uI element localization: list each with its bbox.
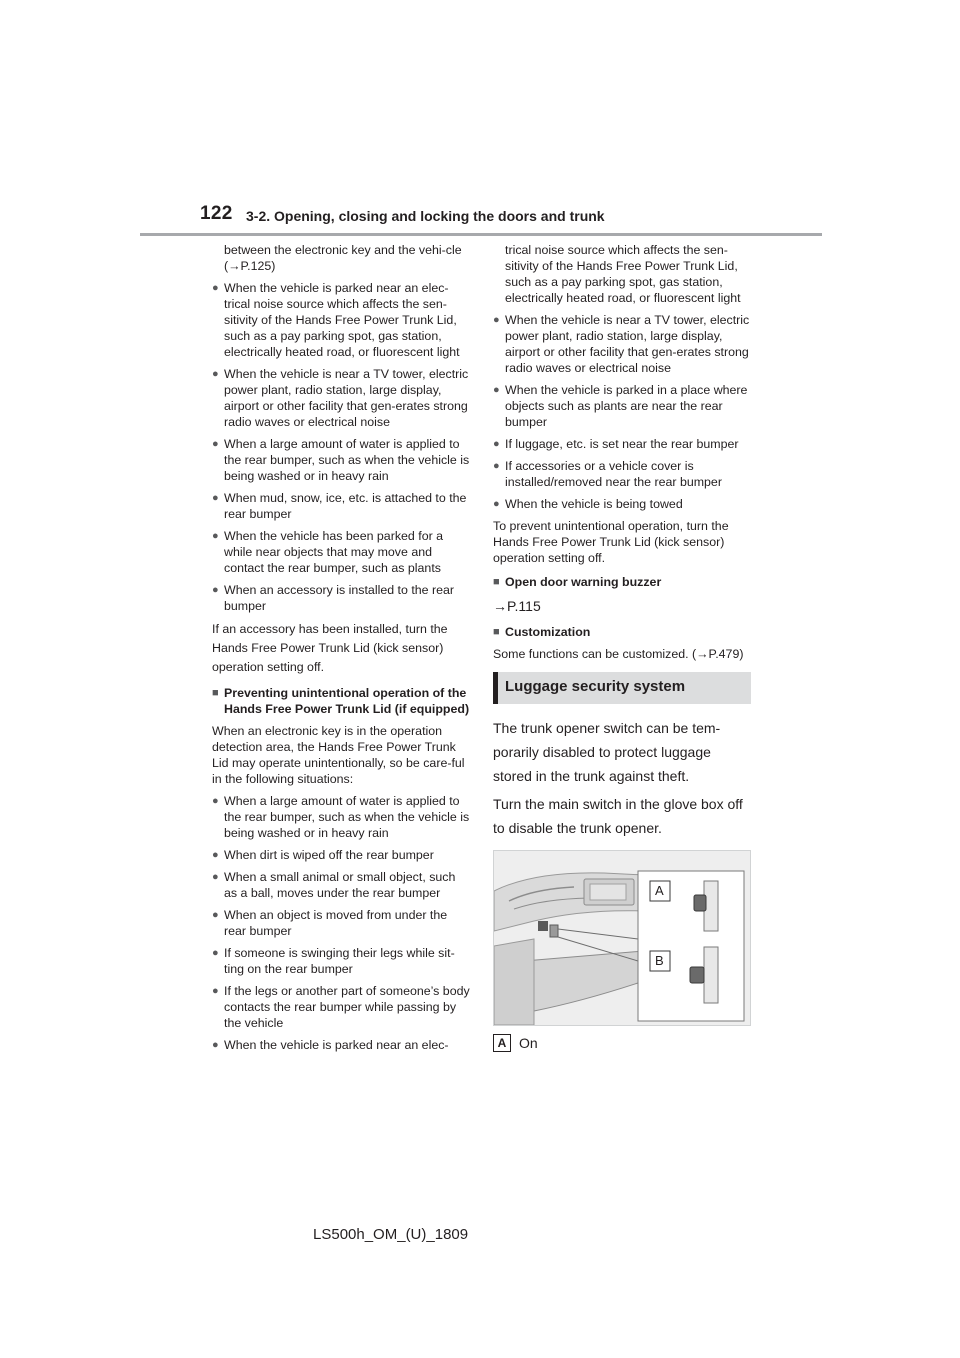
- list-item: ● When a small animal or small object, such as a ball, moves under the rear bumper: [212, 870, 456, 900]
- glove-box-drawing: [494, 851, 750, 1025]
- list-item: ● When the vehicle is parked near an elec-: [212, 1038, 449, 1052]
- bullet-dot-icon: ●: [212, 871, 219, 883]
- bullet-dot-icon: ●: [493, 314, 500, 326]
- section-title: 3-2. Opening, closing and locking the doors and trunk: [246, 208, 605, 224]
- bullet-dot-icon: ●: [212, 1039, 219, 1051]
- page-reference-link[interactable]: →P.115: [493, 598, 541, 614]
- section-heading: Luggage security system: [505, 678, 686, 695]
- bullet-dot-icon: ●: [212, 985, 219, 997]
- bullet-dot-icon: ●: [212, 584, 219, 596]
- bullet-dot-icon: ●: [212, 438, 219, 450]
- footer-document-code: LS500h_OM_(U)_1809: [313, 1226, 469, 1243]
- callout-text: On: [519, 1035, 538, 1051]
- square-bullet-icon: ■: [493, 626, 500, 638]
- list-item: ● When dirt is wiped off the rear bumper: [212, 848, 434, 862]
- bullet-dot-icon: ●: [212, 530, 219, 542]
- bullet-dot-icon: ●: [212, 282, 219, 294]
- figure-label-a: A: [655, 883, 664, 898]
- list-item: ● If luggage, etc. is set near the rear bumper: [493, 437, 739, 451]
- bullet-dot-icon: ●: [493, 438, 500, 450]
- subheading-unintentional-operation: ■ Preventing unintentional operation of the Hands Free Power Trunk Lid (if equipped): [212, 686, 470, 716]
- right-column: [493, 242, 751, 1052]
- list-item: ● When an accessory is installed to the rear bumper: [212, 583, 455, 613]
- list-item: ● When a large amount of water is applied to the rear bumper, such as when the vehicle is being washed or in heavy rain: [212, 437, 470, 483]
- continuation-text: between the electronic key and the vehi-cle (→P.125): [224, 243, 462, 273]
- list-item: ● If the legs or another part of someone’s body contacts the rear bumper while passing by the vehicle: [212, 984, 470, 1030]
- bullet-dot-icon: ●: [212, 492, 219, 504]
- list-item: ● When a large amount of water is applied to the rear bumper, such as when the vehicle is being washed or in heavy rain: [212, 794, 470, 840]
- bullet-dot-icon: ●: [493, 498, 500, 510]
- list-item: ● When the vehicle is near a TV tower, electric power plant, radio station, large display, airport or other facility that gen-erates strong radio waves or electrical noise: [212, 367, 469, 429]
- intro-text: When an electronic key is in the operation detection area, the Hands Free Power Trunk Lid may operate unintentionally, so be care-ful in the following situations:: [212, 724, 465, 786]
- list-item: ● When the vehicle is parked near an elec-trical noise source which affects the sen-sitivity of the Hands Free Power Trunk Lid, such as a pay parking spot, gas station, electrically heated road, or fluorescent light: [212, 281, 460, 359]
- body-paragraph: The trunk opener switch can be tem-porarily disabled to protect luggage stored in the trunk against theft.: [493, 720, 721, 784]
- list-item: ● When the vehicle is parked in a place where objects such as plants are near the rear bumper: [493, 383, 748, 429]
- square-bullet-icon: ■: [212, 687, 219, 699]
- bullet-dot-icon: ●: [212, 909, 219, 921]
- callout-a: [493, 1034, 751, 1052]
- list-item: ● When an object is moved from under the rear bumper: [212, 908, 448, 938]
- bullet-dot-icon: ●: [212, 368, 219, 380]
- list-item: ● When the vehicle is near a TV tower, electric power plant, radio station, large display, airport or other facility that gen-erates strong radio waves or electrical noise: [493, 313, 750, 375]
- page-header: [0, 0, 960, 240]
- header-rule: [140, 233, 822, 236]
- bullet-list-3: [493, 312, 751, 512]
- bullet-dot-icon: ●: [493, 460, 500, 472]
- customization-text: Some functions can be customized. (→P.479): [493, 647, 744, 661]
- list-item: ● When the vehicle has been parked for a while near objects that may move and contact the rear bumper, such as plants: [212, 529, 444, 575]
- bullet-list-2: [212, 793, 470, 1053]
- subheading-customization: ■ Customization: [493, 625, 591, 639]
- glove-box-switch-illustration: [493, 850, 751, 1026]
- figure-label-b: B: [655, 953, 664, 968]
- subheading-open-door-warning: ■ Open door warning buzzer: [493, 575, 662, 589]
- list-item: ● When the vehicle is being towed: [493, 497, 683, 511]
- kick-sensor-note: To prevent unintentional operation, turn the Hands Free Power Trunk Lid (kick sensor) operation setting off.: [493, 519, 729, 565]
- left-column: [212, 242, 470, 1059]
- bullet-dot-icon: ●: [212, 947, 219, 959]
- list-item: ● If someone is swinging their legs while sit-ting on the rear bumper: [212, 946, 455, 976]
- banner-accent-bar: [493, 672, 498, 704]
- bullet-list-1: [212, 280, 470, 614]
- accessory-note: If an accessory has been installed, turn the Hands Free Power Trunk Lid (kick sensor) operation setting off.: [212, 622, 448, 674]
- bullet-dot-icon: ●: [212, 795, 219, 807]
- continuation-text: trical noise source which affects the sen-sitivity of the Hands Free Power Trunk Lid, such as a pay parking spot, gas station, electrically heated road, or fluorescent light: [505, 243, 741, 305]
- list-item: ● If accessories or a vehicle cover is installed/removed near the rear bumper: [493, 459, 722, 489]
- square-bullet-icon: ■: [493, 576, 500, 588]
- body-paragraph: Turn the main switch in the glove box off to disable the trunk opener.: [493, 796, 743, 836]
- bullet-dot-icon: ●: [493, 384, 500, 396]
- page-number: 122: [200, 203, 233, 224]
- list-item: ● When mud, snow, ice, etc. is attached to the rear bumper: [212, 491, 467, 521]
- section-banner: [493, 672, 751, 704]
- callout-label: A: [493, 1034, 511, 1052]
- bullet-dot-icon: ●: [212, 849, 219, 861]
